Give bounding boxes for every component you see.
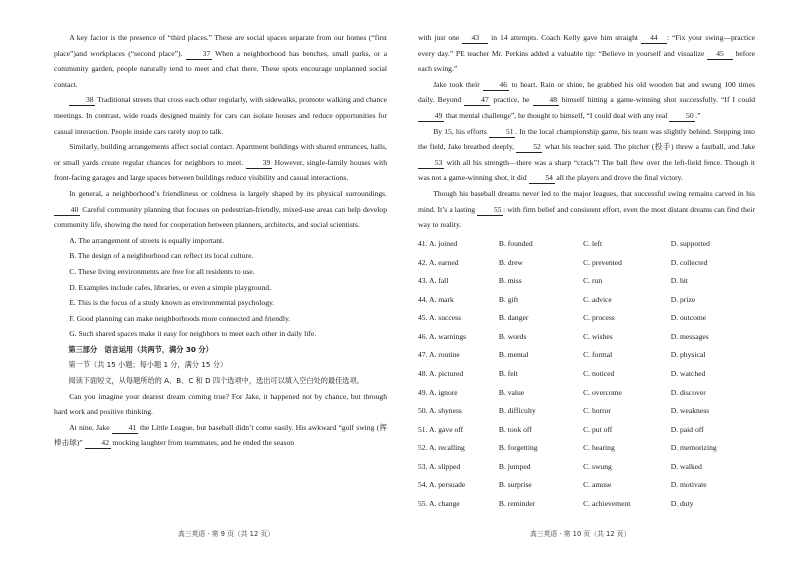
choice-cell: B. words: [498, 331, 527, 341]
choice-cell: C. advice: [583, 294, 612, 304]
choice-cell: C. put off: [583, 424, 613, 434]
blank-38: 38: [69, 95, 95, 106]
passage-paragraph: with just one 43 in 14 attempts. Coach Kelly gave him straight 44 : “Fix your swing—practice every day.” PE teacher Mr. Perkins added a valuable tip: “Believe in yourself and visualize 45 before each swing.”: [418, 33, 756, 74]
passage-paragraph: Can you imagine your dearest dream coming true? For Jake, it happened not by chance, but through hard work and positive thinking.: [54, 391, 387, 417]
choice-cell: B. founded: [498, 239, 533, 249]
choice-cell: D. messages: [670, 331, 709, 341]
choice-row: [418, 420, 755, 439]
answer-choices-table: [418, 235, 755, 513]
choice-cell: B. danger: [498, 313, 529, 323]
choice-cell: C. left: [583, 239, 603, 249]
choice-cell: B. difficulty: [498, 406, 536, 416]
option-d: D. Examples include cafes, libraries, or even a simple playground.: [69, 282, 271, 292]
choice-cell: 54. A. persuade: [418, 480, 466, 490]
choice-cell: 44. A. mark: [418, 294, 454, 304]
choice-cell: C. process: [583, 313, 615, 323]
instruction-text: 阅读下面短文，从每题所给的 A、B、C 和 D 四个选项中，选出可以填入空白处的最佳选项。: [68, 376, 364, 386]
page-footer-right: 高三英语 · 第 10 页（共 12 页）: [530, 530, 631, 538]
choice-cell: D. watched: [670, 369, 706, 379]
choice-cell: 50. A. shyness: [418, 406, 462, 416]
choice-cell: 49. A. ignore: [418, 387, 458, 397]
blank-41: 41: [112, 423, 138, 434]
choice-row: [418, 457, 755, 476]
choice-cell: 41. A. joined: [418, 239, 458, 249]
passage-paragraph: Jake took their 46 to heart. Rain or shine, he grabbed his old wooden bat and swung 100 times daily. Beyond 47 practice, he 48 himself hitting a game-winning shot successfully. “If I could 49 that mental challenge”, he thought to himself, “I could deal with any real 50 .”: [418, 79, 756, 120]
choice-cell: B. surprise: [498, 480, 532, 490]
blank-43: 43: [462, 33, 488, 44]
blank-42: 42: [85, 438, 111, 449]
blank-44: 44: [641, 33, 667, 44]
answer-choices-body: [418, 235, 755, 513]
choice-cell: 45. A. success: [418, 313, 462, 323]
choice-row: [418, 253, 755, 272]
blank-52: 52: [516, 142, 542, 153]
choice-cell: D. hit: [670, 276, 689, 286]
choice-cell: D. prize: [670, 294, 696, 304]
choice-cell: C. overcome: [583, 387, 622, 397]
passage-paragraph: Similarly, building arrangements affect social contact. Apartment buildings with shared entrances, halls, or small yards create regular chances for neighbors to meet. 39 However, single-family houses with front-facing garages and large spaces between buildings reduce visibility and casual interactions.: [54, 142, 387, 183]
left-column: [54, 30, 387, 451]
choice-cell: 53. A. slipped: [418, 461, 461, 471]
blank-47: 47: [464, 95, 490, 106]
passage-paragraph: At nine, Jake 41 the Little League, but baseball didn’t come easily. His awkward “golf swing (挥棒击球)” 42 mocking laughter from teammates, and he ended the season: [54, 422, 387, 448]
option-c: C. These living environments are free for all residents to use.: [69, 266, 255, 276]
blank-54: 54: [529, 173, 555, 184]
blank-46: 46: [483, 80, 509, 91]
choice-cell: B. mental: [498, 350, 529, 360]
choice-row: [418, 290, 755, 309]
choice-row: [418, 365, 755, 384]
passage-paragraph: Though his baseball dreams never led to the major leagues, that successful swing remains carved in his mind. It’s a lasting 55 : with firm belief and consistent effort, even the most distant dreams can find their way to reality.: [418, 188, 755, 230]
choice-cell: C. noticed: [583, 369, 615, 379]
choice-row: [418, 309, 755, 328]
option-g: G. Such shared spaces make it easy for neighbors to meet each other in daily life.: [69, 329, 317, 339]
choice-row: [418, 383, 755, 402]
choice-cell: B. jumped: [498, 461, 531, 471]
choice-cell: D. physical: [670, 350, 706, 360]
choice-cell: D. duty: [670, 498, 694, 508]
option-f: F. Good planning can make neighborhoods more connected and friendly.: [69, 313, 291, 323]
blank-53: 53: [418, 158, 444, 169]
choice-cell: C. formal: [583, 350, 613, 360]
choice-row: [418, 402, 755, 421]
right-column: [418, 30, 755, 513]
blank-55: 55: [477, 205, 503, 216]
choice-cell: B. took off: [498, 424, 532, 434]
choice-cell: B. reminder: [498, 498, 536, 508]
option-b: B. The design of a neighborhood can reflect its local culture.: [69, 251, 254, 261]
passage-paragraph: A key factor is the presence of “third places.” These are social spaces separate from our homes (“first place”)and workplaces (“second place”). 37 When a neighborhood has benches, small parks, or a community garden, people naturally tend to meet and chat there. These spots encourage unplanned social contact.: [54, 33, 388, 89]
option-e: E. This is the focus of a study known as environmental psychology.: [69, 298, 275, 308]
choice-cell: 43. A. fall: [418, 276, 449, 286]
option-a: A. The arrangement of streets is equally important.: [69, 235, 225, 245]
choice-cell: D. memorizing: [670, 443, 717, 453]
blank-49: 49: [418, 111, 444, 122]
choice-row: [418, 272, 755, 291]
section-heading: 第三部分 语言运用（共两节，满分 30 分）: [68, 344, 213, 354]
choice-cell: B. value: [498, 387, 525, 397]
blank-51: 51: [489, 127, 515, 138]
choice-cell: 46. A. warnings: [418, 331, 467, 341]
choice-cell: C. achievement: [583, 498, 631, 508]
choice-cell: D. collected: [670, 257, 708, 267]
choice-row: [418, 235, 755, 254]
choice-cell: B. drew: [498, 257, 523, 267]
choice-cell: 42. A. earned: [418, 257, 459, 267]
choice-cell: C. hearing: [583, 443, 615, 453]
blank-45: 45: [707, 49, 733, 60]
choice-cell: 48. A. pictured: [418, 369, 464, 379]
choice-cell: B. forgetting: [498, 443, 538, 453]
choice-cell: C. swung: [583, 461, 612, 471]
choice-cell: B. miss: [498, 276, 522, 286]
choice-row: [418, 346, 755, 365]
choice-cell: 55. A. change: [418, 498, 460, 508]
passage-paragraph: 38 Traditional streets that cross each other regularly, with sidewalks, promote walking and chance meetings. In contrast, wide roads designed mainly for cars can isolate houses and reduce opportunities for casual interaction. People inside cars rarely stop to talk.: [54, 95, 387, 136]
passage-paragraph: By 15, his efforts 51 . In the local championship game, his team was slightly behind. Stepping into the field, Jake breathed deeply, 52 what his teacher said. The pitcher (投手) threw a fastball, and Jake 53 with all his strength—there was a sharp “crack”! The ball flew over the left-field fence. Though it was not a game-winning shot, it did 54 all the players and drove the final victory.: [418, 126, 755, 183]
choice-cell: 47. A. routine: [418, 350, 460, 360]
blank-39: 39: [246, 158, 272, 169]
choice-cell: D. discover: [670, 387, 706, 397]
choice-cell: C. horror: [583, 406, 611, 416]
choice-row: [418, 327, 755, 346]
choice-cell: C. wishes: [583, 331, 613, 341]
choice-row: [418, 476, 755, 495]
blank-40: 40: [54, 205, 80, 216]
choice-cell: D. paid off: [670, 424, 704, 434]
part-heading: 第一节（共 15 小题；每小题 1 分，满分 15 分）: [68, 360, 228, 370]
choice-row: [418, 439, 755, 458]
blank-48: 48: [533, 95, 559, 106]
choice-cell: C. prevented: [583, 257, 622, 267]
choice-cell: C. amuse: [583, 480, 612, 490]
choice-cell: C. run: [583, 276, 603, 286]
choice-cell: B. felt: [498, 369, 518, 379]
choice-cell: D. supported: [670, 239, 710, 249]
choice-cell: 52. A. recalling: [418, 443, 465, 453]
choice-cell: D. walked: [670, 461, 702, 471]
passage-paragraph: In general, a neighborhood’s friendliness or coldness is largely shaped by its physical surroundings. 40 Careful community planning that focuses on pedestrian-friendly, mixed-use areas can help develop community life, showing the need for cooperation between planners, architects, and social scientists.: [54, 188, 387, 230]
page-footer-left: 高三英语 · 第 9 页（共 12 页）: [178, 530, 275, 538]
choice-cell: D. motivate: [670, 480, 707, 490]
choice-cell: B. gift: [498, 294, 519, 304]
choice-row: [418, 494, 755, 513]
choice-cell: D. weakness: [670, 406, 710, 416]
choice-cell: D. outcome: [670, 313, 707, 323]
choice-cell: 51. A. gave off: [418, 424, 464, 434]
blank-37: 37: [186, 49, 212, 60]
blank-50: 50: [669, 111, 695, 122]
